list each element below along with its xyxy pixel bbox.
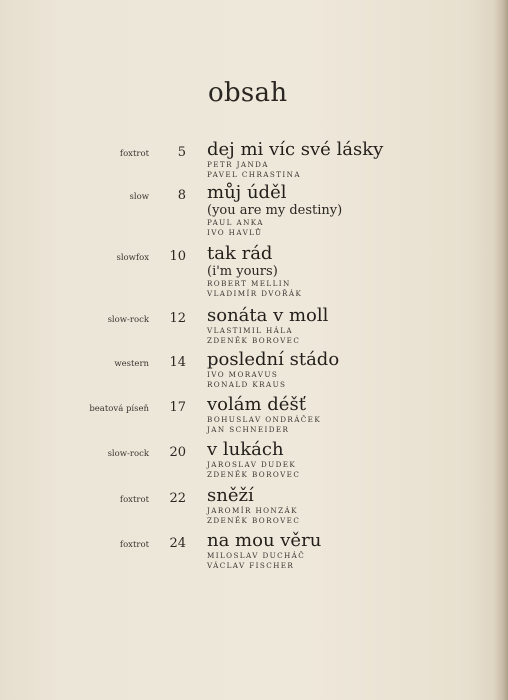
entry-genre: slow-rock (107, 449, 149, 459)
entry-page-number: 5 (177, 145, 186, 160)
entry-credit-lyrics: IVO HAVLŮ (207, 228, 263, 237)
entry-title: můj úděl (207, 182, 287, 203)
entry-credit-lyrics: VÁCLAV FISCHER (207, 561, 295, 570)
entry-credit-lyrics: PAVEL CHRASTINA (207, 170, 301, 179)
entry-title: volám déšť (207, 394, 306, 415)
entry-title: poslední stádo (207, 349, 340, 370)
entry-song (207, 395, 321, 435)
entry-song (207, 531, 321, 571)
entry-title: na mou věru (207, 530, 322, 551)
entry-genre: foxtrot (119, 149, 149, 159)
entry-title: v lukách (207, 439, 284, 460)
entry-credit-music: BOHUSLAV ONDRÁČEK (207, 415, 322, 424)
entry-page-number: 17 (169, 400, 186, 415)
entry-credit-lyrics: ZDENĚK BOROVEC (207, 516, 301, 525)
entry-credit-lyrics: VLADIMÍR DVOŘÁK (207, 289, 303, 298)
entry-credit-lyrics: RONALD KRAUS (207, 380, 287, 389)
entry-credit-music: PETR JANDA (207, 160, 269, 169)
entry-page-number: 20 (169, 445, 186, 460)
entry-credit-music: ROBERT MELLIN (207, 279, 291, 288)
page-title: obsah (208, 78, 288, 108)
entry-song (207, 486, 300, 526)
entry-genre: slow (129, 192, 149, 202)
entry-credit-lyrics: JAN SCHNEIDER (207, 425, 290, 434)
entry-genre: foxtrot (119, 495, 149, 505)
entry-genre: slowfox (116, 253, 149, 263)
entry-song (207, 440, 300, 480)
entry-genre: western (114, 359, 149, 369)
entry-page-number: 22 (169, 491, 186, 506)
entry-subtitle: (you are my destiny) (207, 203, 343, 218)
entry-song (207, 183, 342, 238)
entry-song (207, 306, 328, 346)
entry-song (207, 350, 339, 390)
entry-page-number: 12 (169, 311, 186, 326)
entry-genre: beatová píseň (89, 404, 149, 414)
entry-credit-music: JAROSLAV DUDEK (207, 460, 297, 469)
entry-genre: slow-rock (107, 315, 149, 325)
entry-credit-music: PAUL ANKA (207, 218, 264, 227)
entry-title: sonáta v moll (207, 305, 329, 326)
entry-page-number: 8 (177, 188, 186, 203)
entry-credit-music: MILOSLAV DUCHÁČ (207, 551, 306, 560)
entry-credit-music: VLASTIMIL HÁLA (207, 326, 293, 335)
entry-title: tak rád (207, 243, 273, 264)
entry-page-number: 10 (169, 249, 186, 264)
entry-page-number: 24 (169, 536, 186, 551)
entry-subtitle: (i'm yours) (207, 264, 278, 279)
entry-title: dej mi víc své lásky (207, 139, 384, 160)
entry-credit-lyrics: ZDENĚK BOROVEC (207, 336, 301, 345)
page-edge-shadow (494, 0, 508, 700)
entry-credit-lyrics: ZDENĚK BOROVEC (207, 470, 301, 479)
entry-page-number: 14 (169, 355, 186, 370)
entry-genre: foxtrot (119, 540, 149, 550)
entry-credit-music: JAROMÍR HONZÁK (207, 506, 298, 515)
entry-song (207, 244, 302, 299)
entry-song (207, 140, 383, 180)
entry-credit-music: IVO MORAVUS (207, 370, 279, 379)
entry-title: sněží (207, 485, 254, 506)
